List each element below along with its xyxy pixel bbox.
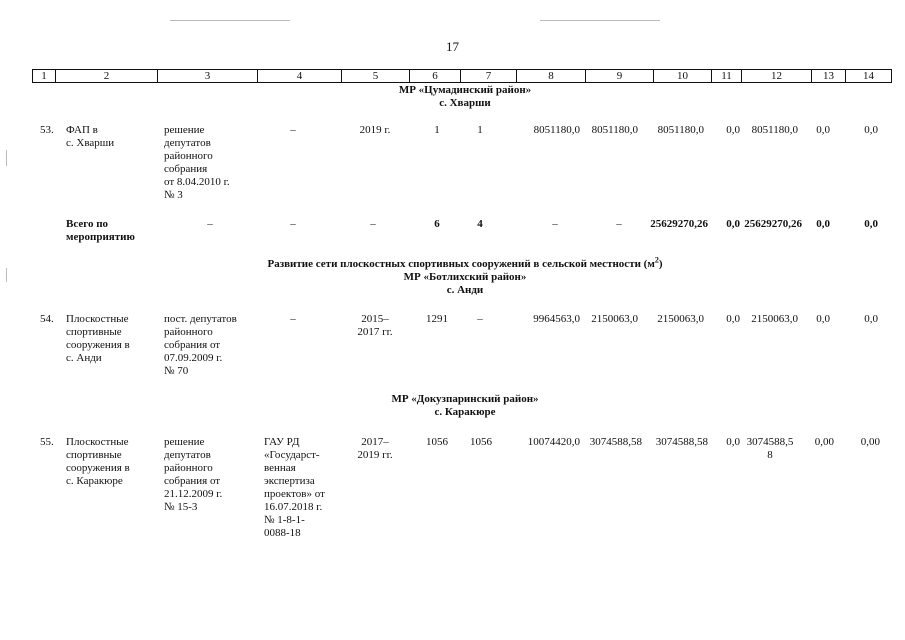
village-heading: с. Каракюре: [434, 406, 496, 418]
column-number: 10: [654, 70, 712, 82]
capacity-commissioned: –: [477, 313, 483, 325]
capacity-total: 6: [434, 218, 440, 230]
basis-document: решение депутатов районного собрания от 8.04.2010 г. № 3: [164, 124, 230, 201]
capacity-total: 1056: [426, 436, 448, 448]
column-number: 2: [56, 70, 158, 82]
object-name: ФАП в с. Хварши: [66, 124, 115, 149]
basis-document: –: [207, 218, 213, 230]
funding-extra: 0,0: [864, 124, 878, 136]
funding-local: 0,0: [816, 218, 830, 230]
expertise: –: [290, 218, 296, 230]
funding-federal: 2150063,0: [657, 313, 704, 325]
years: –: [370, 218, 376, 230]
capacity-commissioned: 1: [477, 124, 483, 136]
funding-regional: 0,0: [726, 313, 740, 325]
cost-estimate: 8051180,0: [533, 124, 580, 136]
village-heading: с. Анди: [446, 284, 484, 296]
basis-document: решение депутатов районного собрания от 21.12.2009 г. № 15-3: [164, 436, 223, 513]
object-name: Плоскостные спортивные сооружения в с. Каракюре: [66, 436, 130, 487]
column-number: 6: [410, 70, 461, 82]
funding-amount: 2150063,0: [751, 313, 798, 325]
basis-document: пост. депутатов районного собрания от 07.09.2009 г. № 70: [164, 313, 237, 377]
program-heading: [200, 255, 730, 271]
district-heading: МР «Ботлихский район»: [403, 271, 527, 283]
column-number: 12: [742, 70, 812, 82]
years: 2017– 2019 гг.: [357, 436, 393, 461]
column-number: 11: [712, 70, 742, 82]
funding-amount: 25629270,26: [744, 218, 802, 230]
scan-artifact: [6, 268, 7, 282]
column-number: 8: [517, 70, 586, 82]
page-number: 17: [446, 39, 459, 54]
years: 2019 г.: [359, 124, 391, 136]
column-number: 14: [863, 70, 874, 82]
total-label: Всего по мероприятию: [66, 218, 135, 243]
funding-extra: 0,0: [864, 218, 878, 230]
years: 2015– 2017 гг.: [357, 313, 393, 338]
district-heading: МР «Докузпаринский район»: [391, 393, 539, 405]
column-number: 13: [812, 70, 846, 82]
column-number: 3: [158, 70, 258, 82]
capacity-commissioned: 1056: [470, 436, 492, 448]
funding-total: 8051180,0: [591, 124, 638, 136]
scan-artifact: [540, 20, 660, 21]
expertise: ГАУ РД «Государст- венная экспертиза проектов» от 16.07.2018 г. № 1-8-1- 0088-18: [264, 436, 325, 539]
column-number: 1: [33, 70, 56, 82]
row-number: 54.: [40, 313, 54, 325]
program-heading-superscript: 2: [654, 255, 659, 265]
capacity-commissioned: 4: [477, 218, 483, 230]
village-heading: с. Хварши: [439, 97, 491, 109]
scan-artifact: [170, 20, 290, 21]
funding-extra: 0,0: [864, 313, 878, 325]
cost-estimate: 10074420,0: [527, 436, 580, 448]
funding-total: –: [616, 218, 622, 230]
expertise: –: [290, 313, 296, 325]
column-number: 9: [586, 70, 654, 82]
funding-total: 2150063,0: [591, 313, 638, 325]
funding-local: 0,00: [814, 436, 834, 448]
district-heading: МР «Цумадинский район»: [398, 84, 532, 96]
funding-federal: 3074588,58: [655, 436, 708, 448]
capacity-total: 1: [434, 124, 440, 136]
funding-federal: 8051180,0: [657, 124, 704, 136]
program-heading-text: Развитие сети плоскостных спортивных сооружений в сельской местности (м: [267, 258, 655, 270]
funding-local: 0,0: [816, 313, 830, 325]
scan-artifact: [6, 150, 7, 166]
capacity-total: 1291: [426, 313, 448, 325]
program-heading-close: ): [658, 258, 663, 270]
funding-regional: 0,0: [726, 124, 740, 136]
funding-amount: 3074588,5 8: [746, 436, 794, 461]
column-number: 5: [342, 70, 410, 82]
funding-federal: 25629270,26: [650, 218, 708, 230]
row-number: 55.: [40, 436, 54, 448]
cost-estimate: 9964563,0: [533, 313, 580, 325]
column-number-header: [32, 69, 892, 83]
row-number: 53.: [40, 124, 54, 136]
cost-estimate: –: [552, 218, 558, 230]
funding-regional: 0,0: [726, 436, 740, 448]
column-number: 7: [461, 70, 517, 82]
expertise: –: [290, 124, 296, 136]
funding-local: 0,0: [816, 124, 830, 136]
object-name: Плоскостные спортивные сооружения в с. Анди: [66, 313, 130, 364]
funding-regional: 0,0: [726, 218, 740, 230]
funding-extra: 0,00: [860, 436, 880, 448]
funding-amount: 8051180,0: [751, 124, 798, 136]
column-number: 4: [258, 70, 342, 82]
funding-total: 3074588,58: [589, 436, 642, 448]
